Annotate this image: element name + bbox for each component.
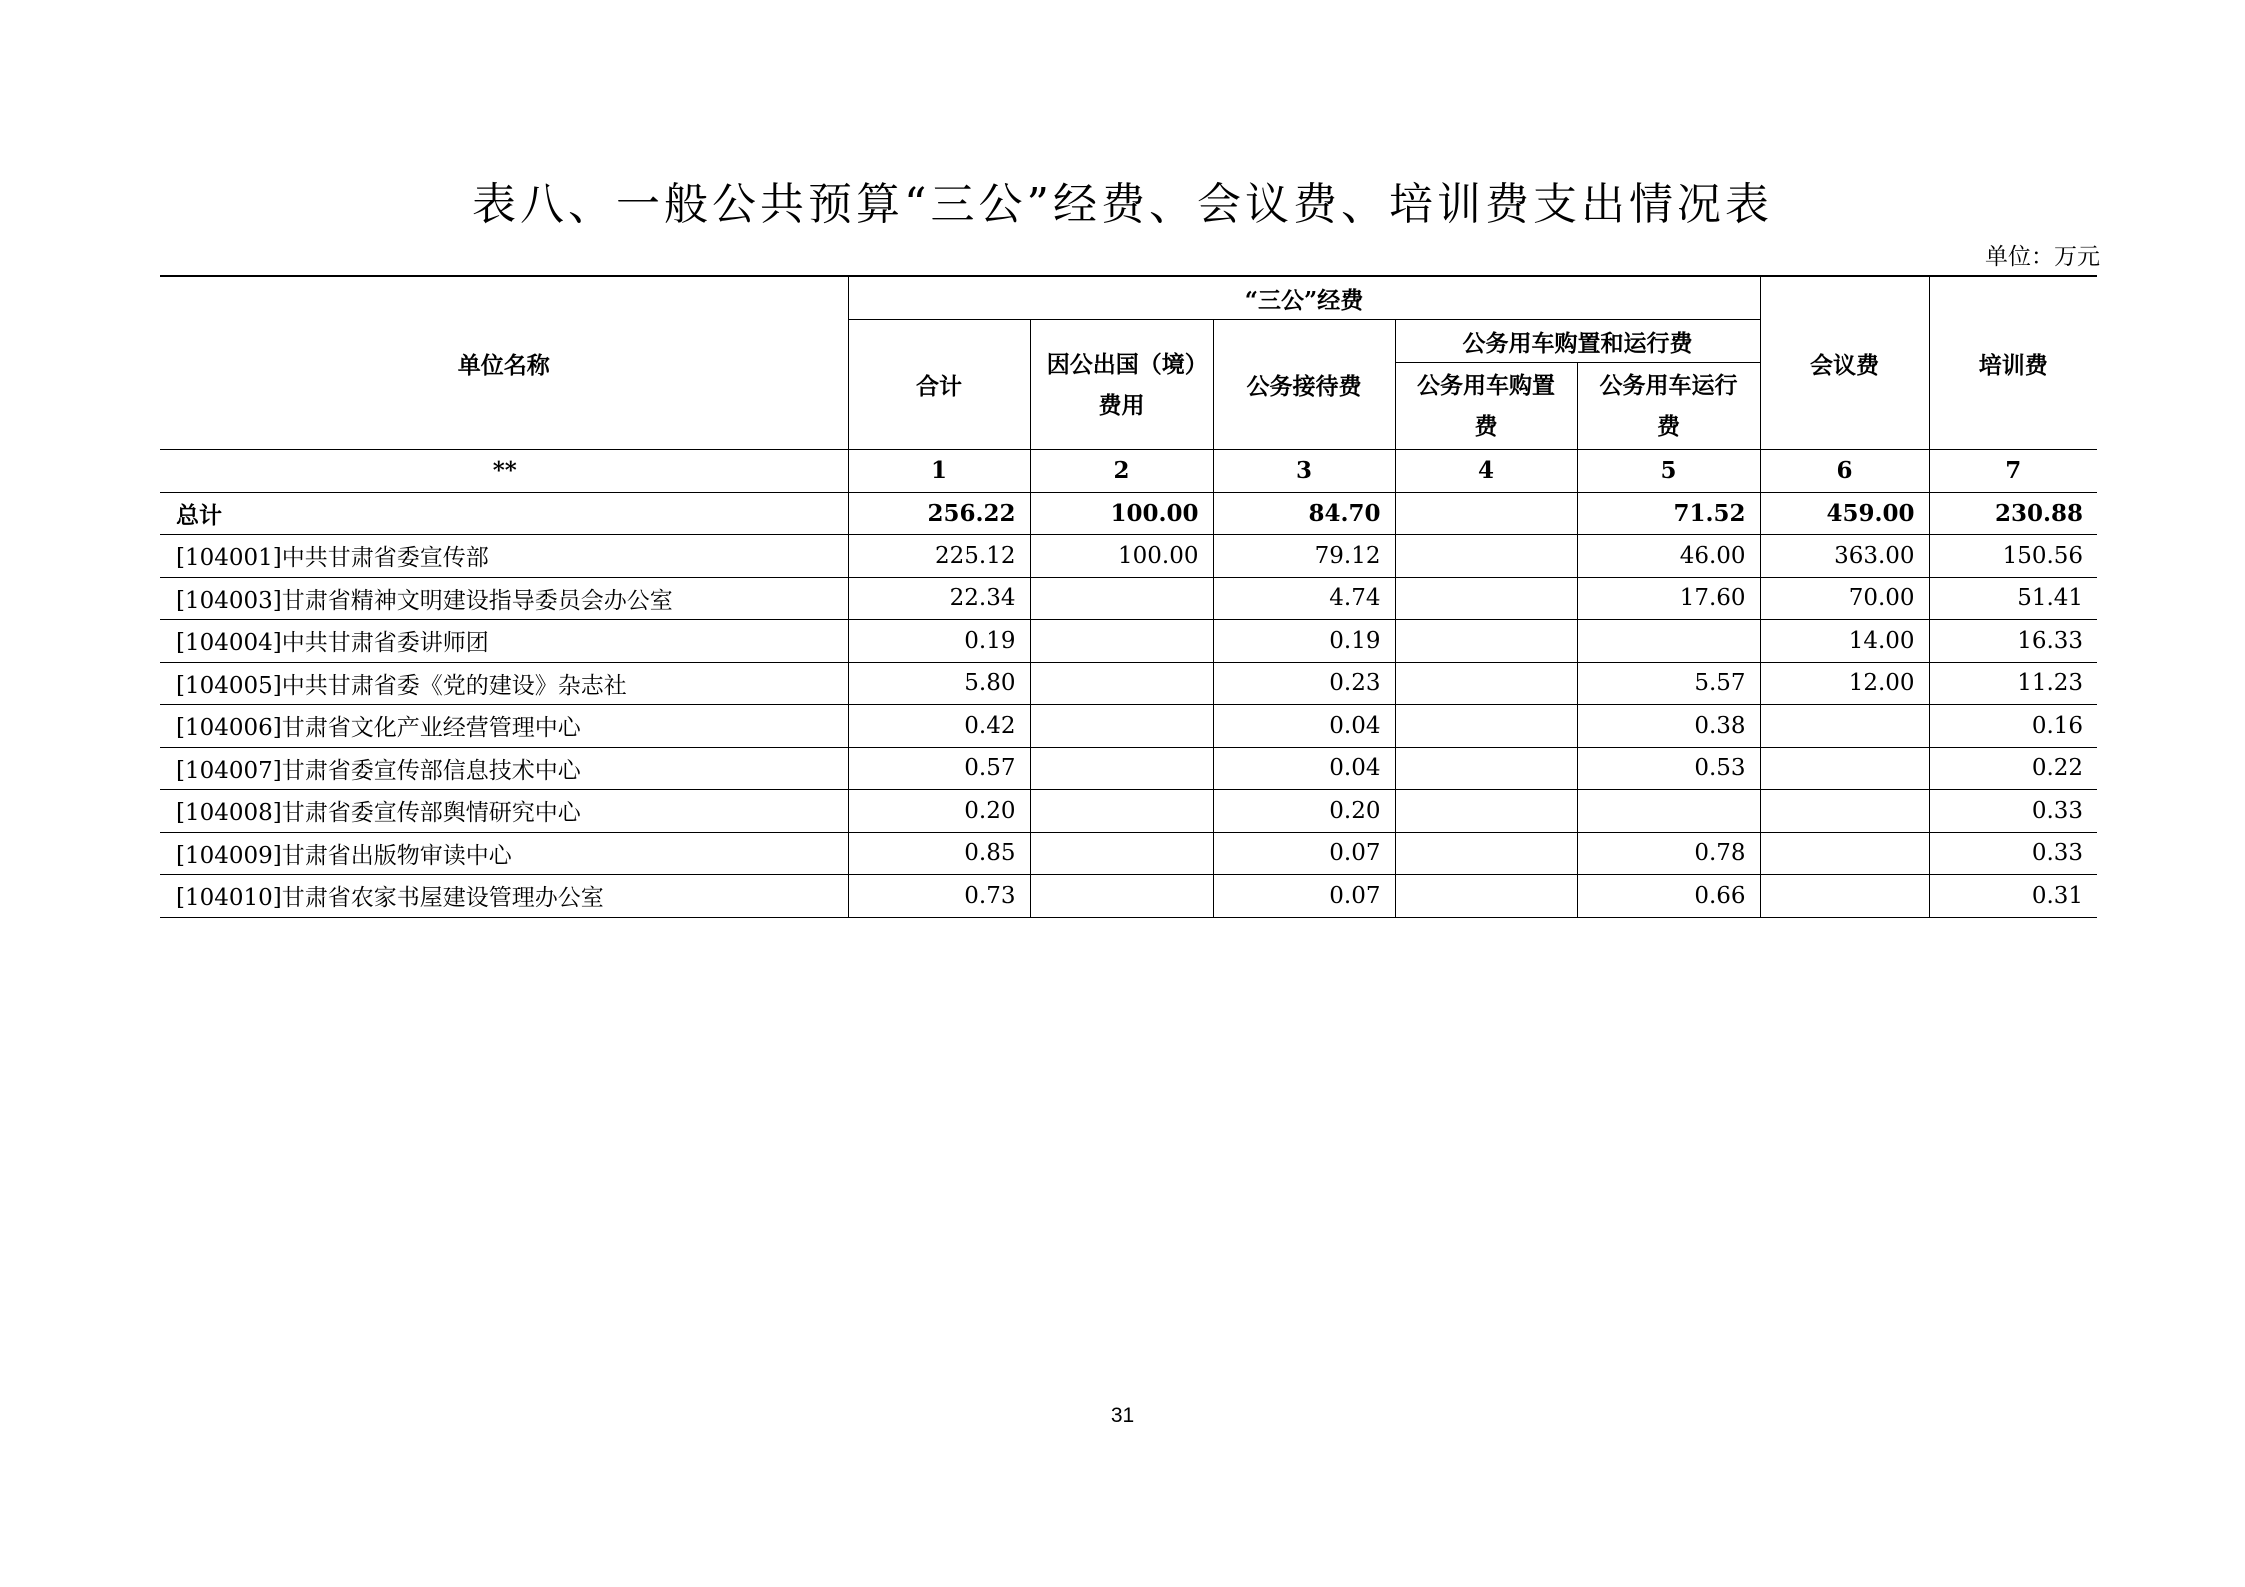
table-cell: 4.74 xyxy=(1213,577,1395,620)
page-number: 31 xyxy=(1110,1404,1135,1427)
total-cell: 总计 xyxy=(160,492,848,535)
table-cell: 16.33 xyxy=(1929,620,2097,663)
table-cell: 0.78 xyxy=(1577,832,1760,875)
table-cell xyxy=(1395,620,1577,663)
table-cell xyxy=(1577,620,1760,663)
table-cell: 0.57 xyxy=(848,747,1030,790)
table-cell xyxy=(1760,705,1929,748)
table-cell xyxy=(1760,832,1929,875)
table-cell: 51.41 xyxy=(1929,577,2097,620)
table-cell xyxy=(1030,790,1213,833)
table-cell: 0.07 xyxy=(1213,832,1395,875)
table-cell: 0.07 xyxy=(1213,875,1395,918)
total-cell xyxy=(1395,492,1577,535)
table-cell: 22.34 xyxy=(848,577,1030,620)
total-row xyxy=(160,492,2097,535)
table-row xyxy=(160,620,2097,663)
table-cell: [104008]甘肃省委宣传部舆情研究中心 xyxy=(160,790,848,833)
header-total: 合计 xyxy=(848,320,1030,450)
header-unit-name: 单位名称 xyxy=(160,276,848,450)
table-cell: 0.16 xyxy=(1929,705,2097,748)
table-cell: 0.85 xyxy=(848,832,1030,875)
table-cell: 5.80 xyxy=(848,662,1030,705)
table-cell: 225.12 xyxy=(848,535,1030,578)
table-cell xyxy=(1577,790,1760,833)
table-cell xyxy=(1395,705,1577,748)
header-sangong: “三公”经费 xyxy=(848,276,1760,320)
index-cell: ** xyxy=(160,450,848,493)
table-cell: 12.00 xyxy=(1760,662,1929,705)
table-cell: [104004]中共甘肃省委讲师团 xyxy=(160,620,848,663)
table-cell: 5.57 xyxy=(1577,662,1760,705)
table-cell: 79.12 xyxy=(1213,535,1395,578)
table-cell: 0.42 xyxy=(848,705,1030,748)
index-cell: 1 xyxy=(848,450,1030,493)
table-cell xyxy=(1030,705,1213,748)
table-cell xyxy=(1395,577,1577,620)
header-reception: 公务接待费 xyxy=(1213,320,1395,450)
index-cell: 7 xyxy=(1929,450,2097,493)
table-cell xyxy=(1395,875,1577,918)
table-cell: 0.33 xyxy=(1929,832,2097,875)
table-cell: [104010]甘肃省农家书屋建设管理办公室 xyxy=(160,875,848,918)
table-row xyxy=(160,662,2097,705)
table-row xyxy=(160,790,2097,833)
table-cell: 100.00 xyxy=(1030,535,1213,578)
index-cell: 4 xyxy=(1395,450,1577,493)
table-cell: 11.23 xyxy=(1929,662,2097,705)
table-cell: 0.66 xyxy=(1577,875,1760,918)
total-cell: 230.88 xyxy=(1929,492,2097,535)
table-cell: 0.73 xyxy=(848,875,1030,918)
header-vehicle-running: 公务用车运行费 xyxy=(1577,363,1760,450)
table-cell: 14.00 xyxy=(1760,620,1929,663)
table-row xyxy=(160,875,2097,918)
table-cell: 0.53 xyxy=(1577,747,1760,790)
table-cell: [104006]甘肃省文化产业经营管理中心 xyxy=(160,705,848,748)
total-cell: 459.00 xyxy=(1760,492,1929,535)
header-meeting: 会议费 xyxy=(1760,276,1929,450)
table-row xyxy=(160,705,2097,748)
table-cell: 0.23 xyxy=(1213,662,1395,705)
table-row xyxy=(160,747,2097,790)
table-cell: 0.04 xyxy=(1213,747,1395,790)
table-cell: 0.20 xyxy=(848,790,1030,833)
table-cell: [104009]甘肃省出版物审读中心 xyxy=(160,832,848,875)
header-training: 培训费 xyxy=(1929,276,2097,450)
table-row xyxy=(160,832,2097,875)
table-cell: [104005]中共甘肃省委《党的建设》杂志社 xyxy=(160,662,848,705)
table-cell xyxy=(1030,875,1213,918)
total-cell: 100.00 xyxy=(1030,492,1213,535)
unit-label: 单位：万元 xyxy=(1985,244,2100,270)
table-cell xyxy=(1030,662,1213,705)
table-cell xyxy=(1395,662,1577,705)
table-cell xyxy=(1030,747,1213,790)
table-cell xyxy=(1395,790,1577,833)
index-row xyxy=(160,450,2097,493)
page-title: 表八、一般公共预算“三公”经费、会议费、培训费支出情况表 xyxy=(472,179,1773,230)
table-cell: 0.31 xyxy=(1929,875,2097,918)
header-vehicle-purchase: 公务用车购置费 xyxy=(1395,363,1577,450)
table-cell xyxy=(1030,620,1213,663)
table-row xyxy=(160,577,2097,620)
table-cell: 0.22 xyxy=(1929,747,2097,790)
table-cell: 150.56 xyxy=(1929,535,2097,578)
header-abroad: 因公出国（境）费用 xyxy=(1030,320,1213,450)
table-cell xyxy=(1760,747,1929,790)
index-cell: 2 xyxy=(1030,450,1213,493)
table-cell xyxy=(1030,832,1213,875)
header-vehicle-group: 公务用车购置和运行费 xyxy=(1395,320,1760,363)
table-cell xyxy=(1760,790,1929,833)
table-cell: [104001]中共甘肃省委宣传部 xyxy=(160,535,848,578)
table-cell xyxy=(1395,535,1577,578)
table-cell: 0.33 xyxy=(1929,790,2097,833)
total-cell: 84.70 xyxy=(1213,492,1395,535)
table-cell xyxy=(1395,747,1577,790)
table-cell: 0.19 xyxy=(848,620,1030,663)
table-cell: [104003]甘肃省精神文明建设指导委员会办公室 xyxy=(160,577,848,620)
table-cell: 363.00 xyxy=(1760,535,1929,578)
total-cell: 71.52 xyxy=(1577,492,1760,535)
budget-table xyxy=(160,275,2097,918)
table-row xyxy=(160,535,2097,578)
index-cell: 3 xyxy=(1213,450,1395,493)
index-cell: 5 xyxy=(1577,450,1760,493)
table-cell: 0.04 xyxy=(1213,705,1395,748)
table-cell: 70.00 xyxy=(1760,577,1929,620)
table-cell: [104007]甘肃省委宣传部信息技术中心 xyxy=(160,747,848,790)
index-cell: 6 xyxy=(1760,450,1929,493)
table-cell: 17.60 xyxy=(1577,577,1760,620)
table-cell: 0.20 xyxy=(1213,790,1395,833)
table-cell: 0.19 xyxy=(1213,620,1395,663)
total-cell: 256.22 xyxy=(848,492,1030,535)
table-cell: 46.00 xyxy=(1577,535,1760,578)
table-cell: 0.38 xyxy=(1577,705,1760,748)
table-cell xyxy=(1395,832,1577,875)
table-cell xyxy=(1030,577,1213,620)
table-cell xyxy=(1760,875,1929,918)
